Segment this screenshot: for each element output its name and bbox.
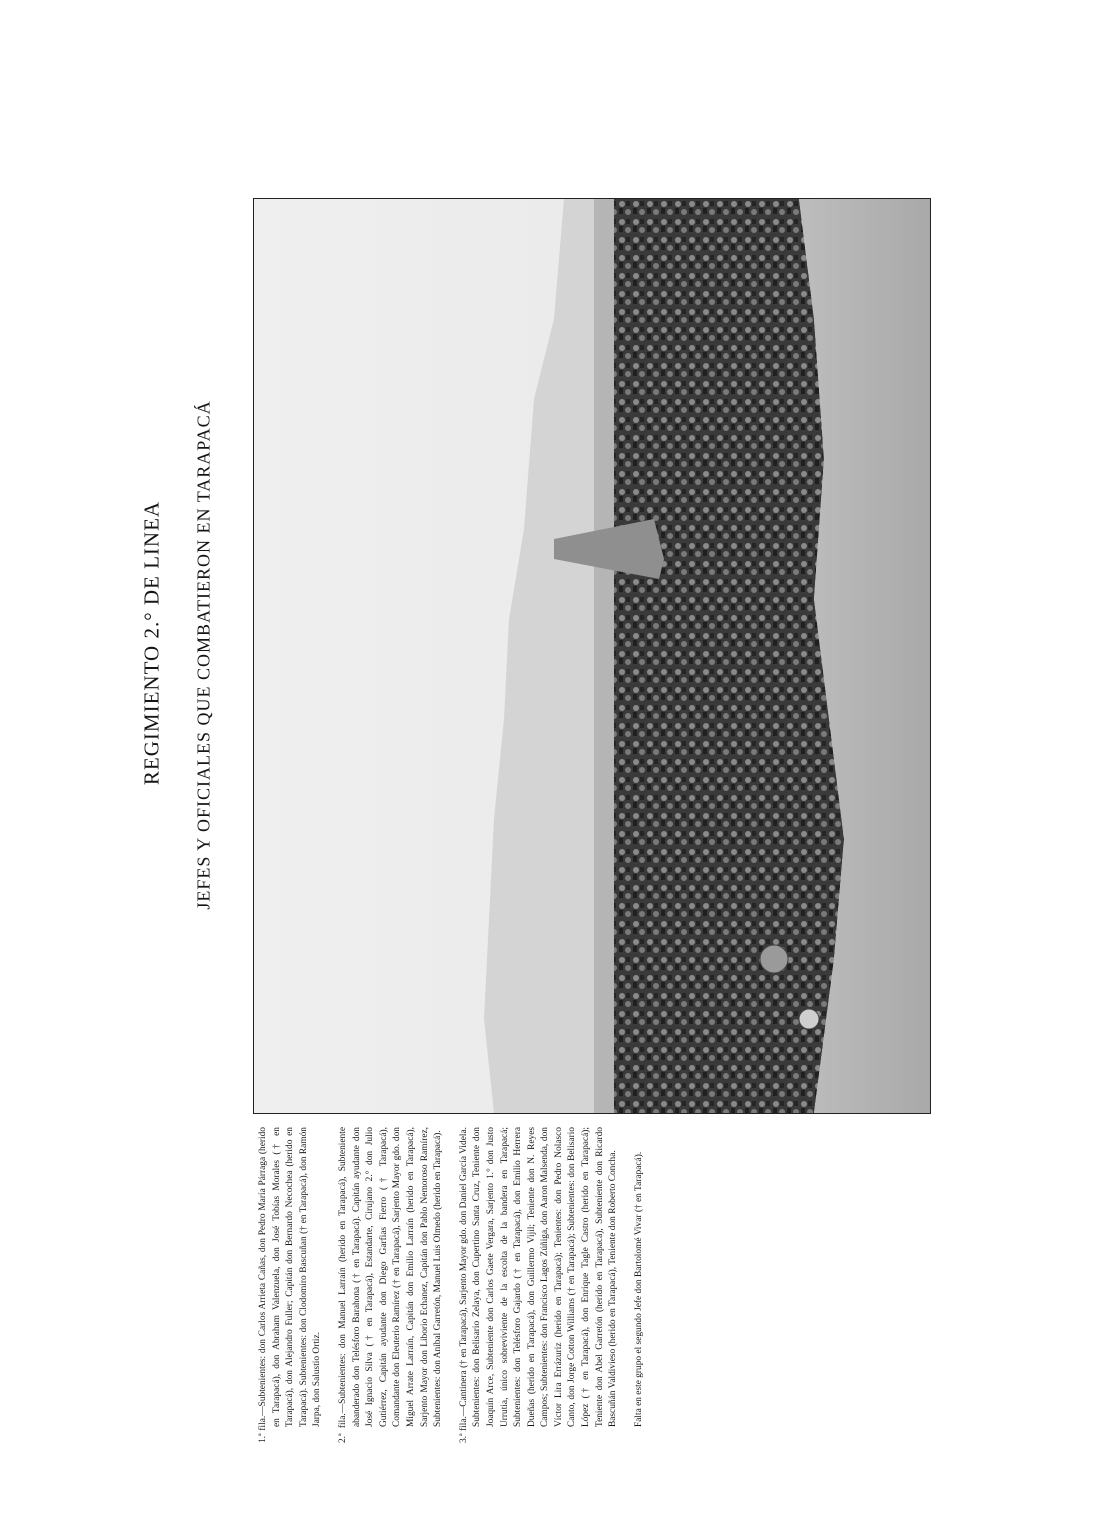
- caption-row-3: 3.ª fila.—Cantinera († en Tarapacá), Sarjento Mayor gdo. don Daniel García Videla. Subtenientes: don Belisario Zelaya, don Cupertino Santa Cruz, Teniente don Joaquín Arce, Subteniente don Carlos Gaete Vergara, Sarjento 1.° don Justo Urrutia, único sobreviviente de la escolta de la bandera en Tarapacá; Subtenientes: don Telésforo Gajardo († en Tarapacá), don Emilio Herrera Dueñas (herido en Tarapacá), don Guillermo Vijil; Teniente don N. Reyes Campos; Subtenientes: don Francisco Lagos Zúñiga, don Aaron Malsenda, don Víctor Lira Errázuriz (herido en Tarapacá); Tenientes: don Pedro Nolasco Canto, don Jorge Cotton Williams († en Tarapacá); Subtenientes: don Belisario López († en Tarapacá), don Enrique Tagle Castro (herido en Tarapacá); Teniente don Abel Garretón (herido en Tarapacá), Subteniente don Ricardo Bascuñán Valdivieso (herido en Tarapacá), Teniente don Roberto Concha.: [458, 1127, 619, 1443]
- caption-row-1: 1.ª fila.—Subtenientes: don Carlos Arrieta Cañas, don Pedro María Párraga (herido en Tarapacá), don Abraham Valenzuela, don José Tobías Morales († en Tarapacá), don Alejandro Fuller; Capitán don Bernardo Necochea (herido en Tarapacá). Subtenientes: don Clodomiro Bascuñan († en Tarapacá), don Ramón Jarpa, don Salustio Ortiz.: [258, 1127, 323, 1443]
- group-photograph: [253, 198, 931, 1114]
- page-subtitle: JEFES Y OFICIALES QUE COMBATIERON EN TARAPACÁ: [193, 400, 214, 910]
- caption-row-2: 2.ª fila.—Subtenientes: don Manuel Larraín (herido en Tarapacá), Subteniente abanderado don Telésforo Barahona († en Tarapacá). Capitán ayudante don José Ignacio Silva († en Tarapacá), Estandarte, Cirujano 2.° don Julio Gutiérrez, Capitán ayudante don Diego Garfias Fierro († Tarapacá), Comandante don Eleuterio Ramírez († en Tarapacá), Sarjento Mayor gdo. don Miguel Arrate Larraín, Capitán don Emilio Larraín (herido en Tarapacá), Sarjento Mayor don Liborio Echanez, Capitán don Pablo Nemoroso Ramírez, Subtenientes: don Aníbal Garretón, Manuel Luis Olmedo (herido en Tarapacá).: [337, 1127, 444, 1443]
- horn-shape: [799, 1009, 819, 1029]
- soldiers-group: [614, 199, 844, 1113]
- page-title: REGIMIENTO 2.° DE LINEA: [139, 500, 164, 786]
- caption-note: Falta en este grupo el segundo Jefe don Bartolomé Vivar († en Tarapacá).: [633, 1151, 644, 1427]
- drum-shape: [760, 945, 788, 973]
- group-photograph-icon: [254, 199, 930, 1113]
- caption-block: [257, 1127, 977, 1443]
